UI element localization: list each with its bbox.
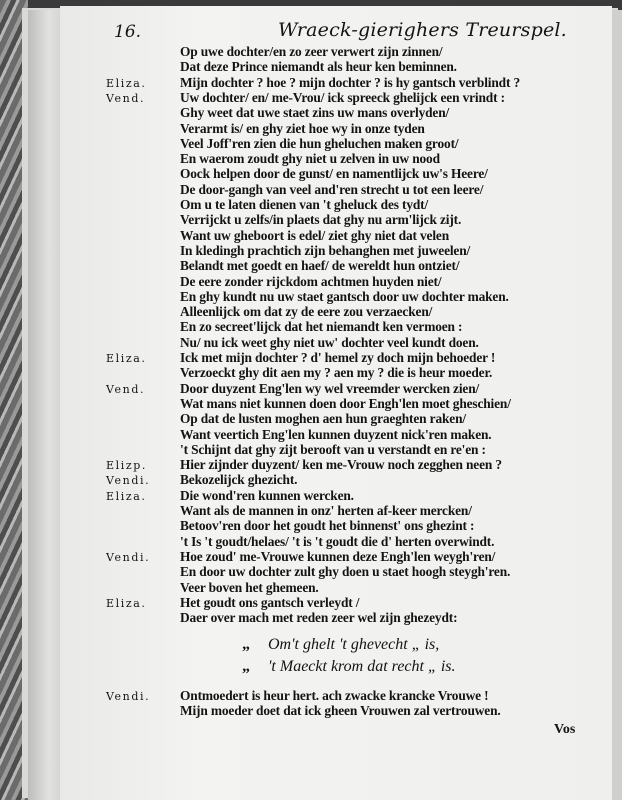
verse-line: Ick met mijn dochter ? d' hemel zy doch mijn behoeder !: [180, 350, 496, 365]
verse-line: Verzoeckt ghy dit aen my ? aen my ? die is heur moeder.: [180, 365, 493, 381]
page-number: 16.: [114, 22, 142, 42]
verse-line: Dat deze Prince niemandt als heur ken beminnen.: [180, 59, 457, 75]
verse-line: Nu/ nu ick weet ghy niet uw' dochter veel kundt doen.: [180, 334, 479, 350]
verse-line: En ghy kundt nu uw staet gantsch door uw dochter maken.: [180, 288, 509, 304]
page-header: [100, 16, 600, 46]
verse-line: Op uwe dochter/en zo zeer verwert zijn zinnen/: [180, 44, 443, 59]
verse-line: Veel Joff'ren zien die hun gheluchen maken groot/: [180, 135, 459, 151]
verse-line: Op dat de lusten moghen aen hun graeghten raken/: [180, 411, 466, 427]
speaker-label: Elizp.: [106, 459, 147, 473]
speaker-label: Vendi.: [106, 474, 151, 488]
verse-line: De door-gangh van veel and'ren strecht u tot een leere/: [180, 181, 484, 197]
verse-line: Bekozelijck ghezicht.: [180, 472, 298, 488]
running-title: Wraeck-gierighers Treurspel.: [278, 19, 567, 41]
verse-line: Hoe zoud' me-Vrouwe kunnen deze Engh'len weygh'ren/: [180, 548, 496, 564]
verse-line: Het goudt ons gantsch verleydt /: [180, 594, 360, 610]
speaker-label: Eliza.: [106, 76, 147, 90]
verse-line: Daer over mach met reden zeer wel zijn ghezeydt:: [180, 610, 458, 626]
verse-line: Ghy weet dat uwe staet zins uw mans overlyden/: [180, 105, 450, 121]
verse-line: En zo secreet'lijck dat het niemandt ken vermoen :: [180, 319, 463, 335]
verse-line: Hier zijnder duyzent/ ken me-Vrouw noch zegghen neen ?: [180, 457, 502, 473]
quote-mark: „: [242, 636, 250, 653]
quoted-maxim: [242, 636, 439, 654]
speaker-label: Vend.: [106, 382, 146, 396]
verse-line: 't Schijnt dat ghy zijt berooft van u verstandt en re'en :: [180, 441, 486, 457]
catchword: Vos: [554, 722, 576, 737]
speaker-label: Eliza.: [106, 352, 147, 365]
verse-line: Verrijckt u zelfs/in plaets dat ghy nu arm'lijck zijt.: [180, 212, 462, 228]
verse-line: Die wond'ren kunnen wercken.: [180, 487, 354, 503]
speaker-label: Eliza.: [106, 489, 147, 503]
verse-line: Belandt met goedt en haef/ de wereldt hun ontziet/: [180, 258, 460, 274]
quote-text: 't Maeckt krom dat recht „ is.: [268, 658, 456, 675]
verse-line: Want als de mannen in onz' herten af-keer mercken/: [180, 503, 472, 518]
speaker-label: Eliza.: [106, 596, 147, 610]
verse-line: Ontmoedert is heur hert. ach zwacke krancke Vrouwe !: [180, 688, 489, 703]
verse-line: Verarmt is/ en ghy ziet hoe wy in onze tyden: [180, 120, 425, 136]
verse-line: En door uw dochter zult ghy doen u staet hoogh steygh'ren.: [180, 564, 511, 580]
speaker-label: Vendi.: [106, 690, 151, 703]
quoted-maxim: [242, 658, 456, 676]
verse-line: Wat mans niet kunnen doen door Engh'len moet gheschien/: [180, 395, 511, 411]
verse-line: Om u te laten dienen van 't gheluck des tydt/: [180, 197, 429, 212]
verse-line: Door duyzent Eng'len wy wel vreemder wercken zien/: [180, 380, 480, 396]
verse-line: Betoov'ren door het goudt het binnenst' ons ghezint :: [180, 518, 475, 534]
verse-line: Mijn dochter ? hoe ? mijn dochter ? is hy gantsch verblindt ?: [180, 74, 521, 90]
quote-mark: „: [242, 658, 250, 675]
speaker-label: Vendi.: [106, 550, 151, 564]
verse-line: Oock helpen door de gunst/ en namentlijck uw's Heere/: [180, 166, 488, 182]
verse-line: Veer boven het ghemeen.: [180, 579, 319, 595]
verse-line: 't Is 't goudt/helaes/ 't is 't goudt die d' herten overwindt.: [180, 533, 495, 549]
verse-line: Uw dochter/ en/ me-Vrou/ ick spreeck ghelijck een vrindt :: [180, 89, 505, 105]
verse-line: De eere zonder rijckdom achtmen huyden niet/: [180, 273, 442, 289]
verse-line: Want uw gheboort is edel/ ziet ghy niet dat velen: [180, 227, 450, 243]
verse-line: Alleenlijck om dat zy de eere zou verzaecken/: [180, 304, 433, 320]
verse-line: In kledingh prachtich zijn behanghen met juweelen/: [180, 242, 471, 258]
quote-text: Om't ghelt 't ghevecht „ is,: [268, 636, 440, 653]
page-fore-edge: [612, 10, 622, 800]
book-page: [60, 6, 612, 800]
verse-line: En waerom zoudt ghy niet u zelven in uw nood: [180, 151, 440, 167]
verse-line: Want veertich Eng'len kunnen duyzent nick'ren maken.: [180, 426, 492, 442]
verse-line: Mijn moeder doet dat ick gheen Vrouwen zal vertrouwen.: [180, 703, 501, 718]
speaker-label: Vend.: [106, 91, 146, 105]
